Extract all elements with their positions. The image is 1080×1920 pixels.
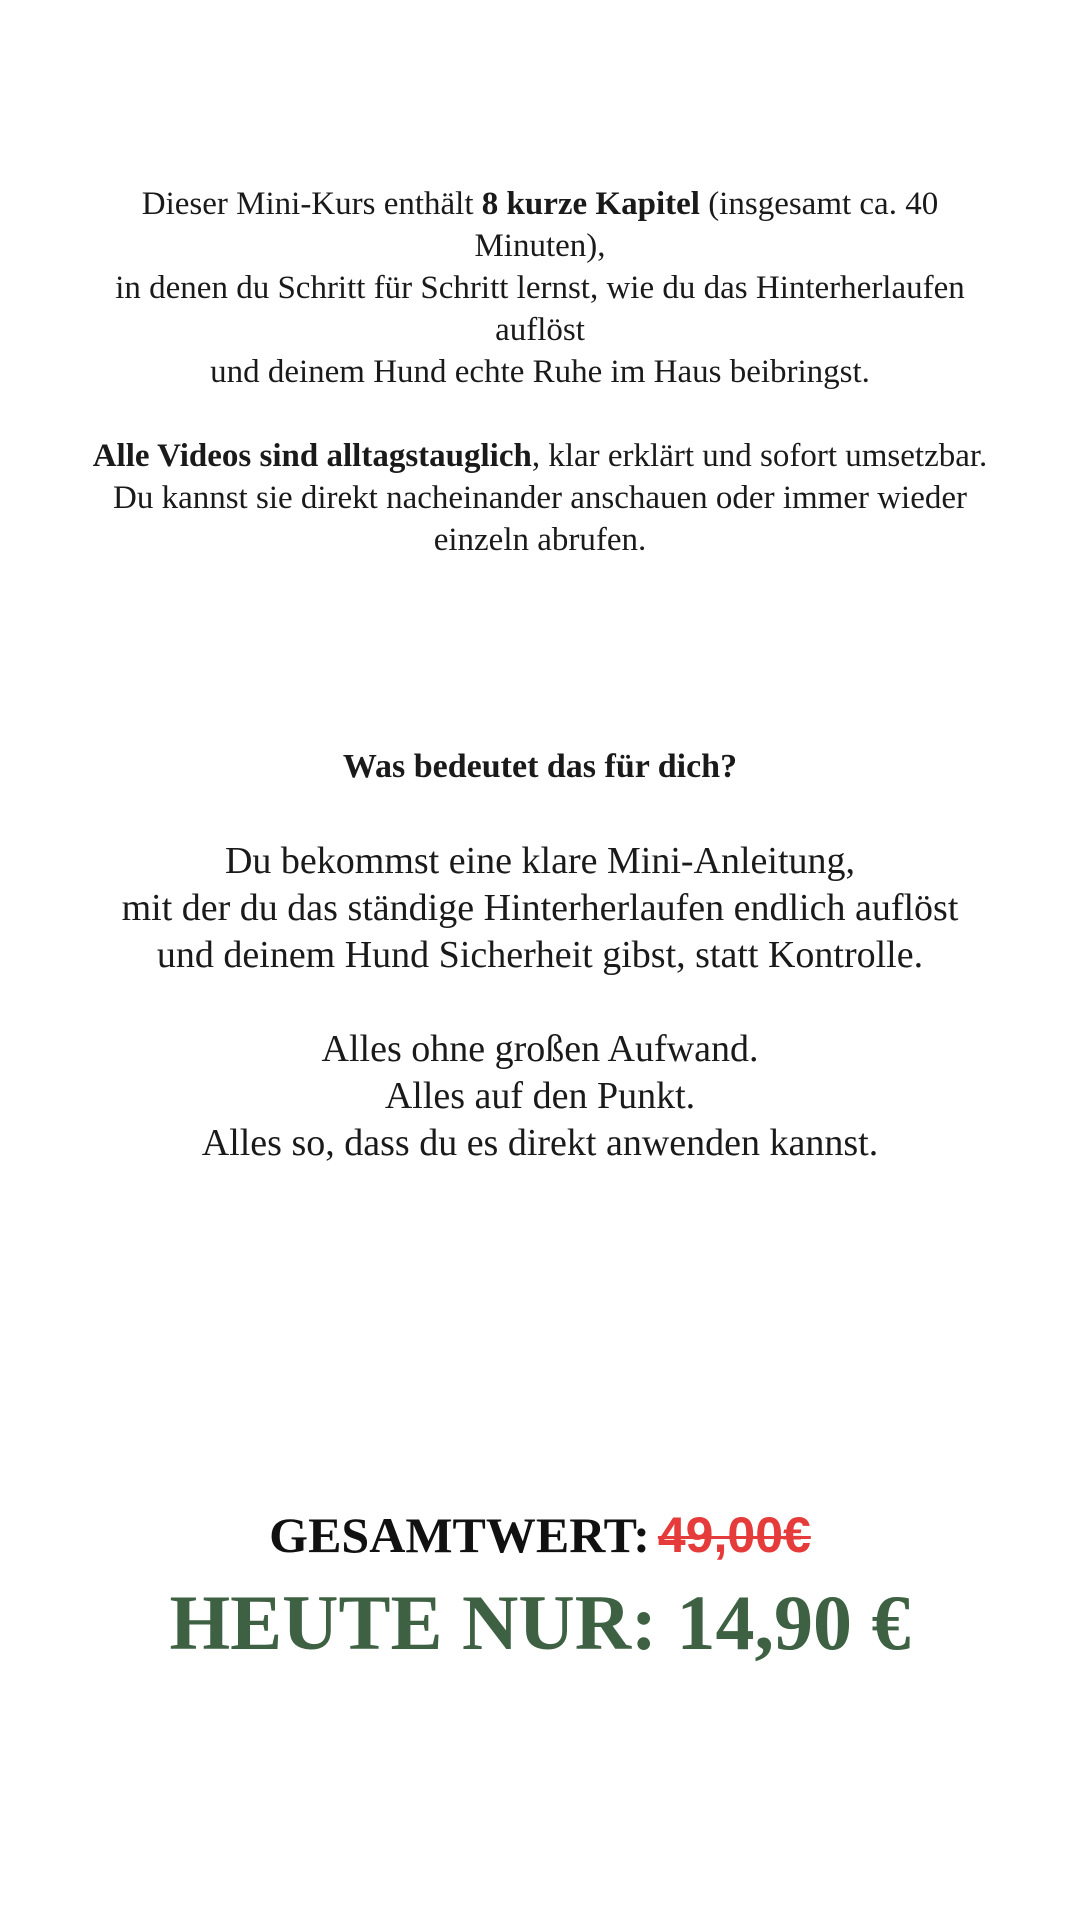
section-line-4: Alles ohne großen Aufwand. (321, 1028, 759, 1070)
intro-text (0, 183, 1080, 561)
intro-p1-text-b: (insgesamt ca. 40 Minuten), (474, 186, 939, 264)
section-line-1: Du bekommst eine klare Mini-Anleitung, (224, 840, 856, 882)
section-line-6: Alles so, dass du es direkt anwenden kannst. (201, 1122, 879, 1164)
intro-p2-line-2: Du kannst sie direkt nacheinander anschauen oder immer wieder einzeln abrufen. (112, 480, 967, 558)
section-line-2: mit der du das ständige Hinterherlaufen endlich auflöst (121, 887, 959, 929)
old-price: 49,00€ (657, 1507, 811, 1563)
section-heading: Was bedeutet das für dich? (342, 748, 738, 785)
section-body (0, 838, 1080, 1167)
section-line-5: Alles auf den Punkt. (384, 1075, 696, 1117)
today-price: HEUTE NUR: 14,90 € (169, 1579, 911, 1666)
intro-p1-line-3: und deinem Hund echte Ruhe im Haus beibringst. (210, 354, 870, 390)
intro-p1-bold: 8 kurze Kapitel (481, 186, 700, 222)
intro-p2-bold: Alle Videos sind alltagstauglich (92, 438, 532, 474)
total-value-row (0, 1505, 1080, 1565)
intro-p1-text-a: Dieser Mini-Kurs enthält (141, 186, 482, 222)
total-value-label: GESAMTWERT: (269, 1507, 650, 1563)
intro-paragraph-1 (0, 183, 1080, 267)
intro-p2-text: , klar erklärt und sofort umsetzbar. (531, 438, 988, 474)
section-line-3: und deinem Hund Sicherheit gibst, statt Kontrolle. (156, 934, 924, 976)
intro-paragraph-2 (0, 435, 1080, 477)
intro-p1-line-2: in denen du Schritt für Schritt lernst, wie du das Hinterherlaufen auflöst (115, 270, 965, 348)
